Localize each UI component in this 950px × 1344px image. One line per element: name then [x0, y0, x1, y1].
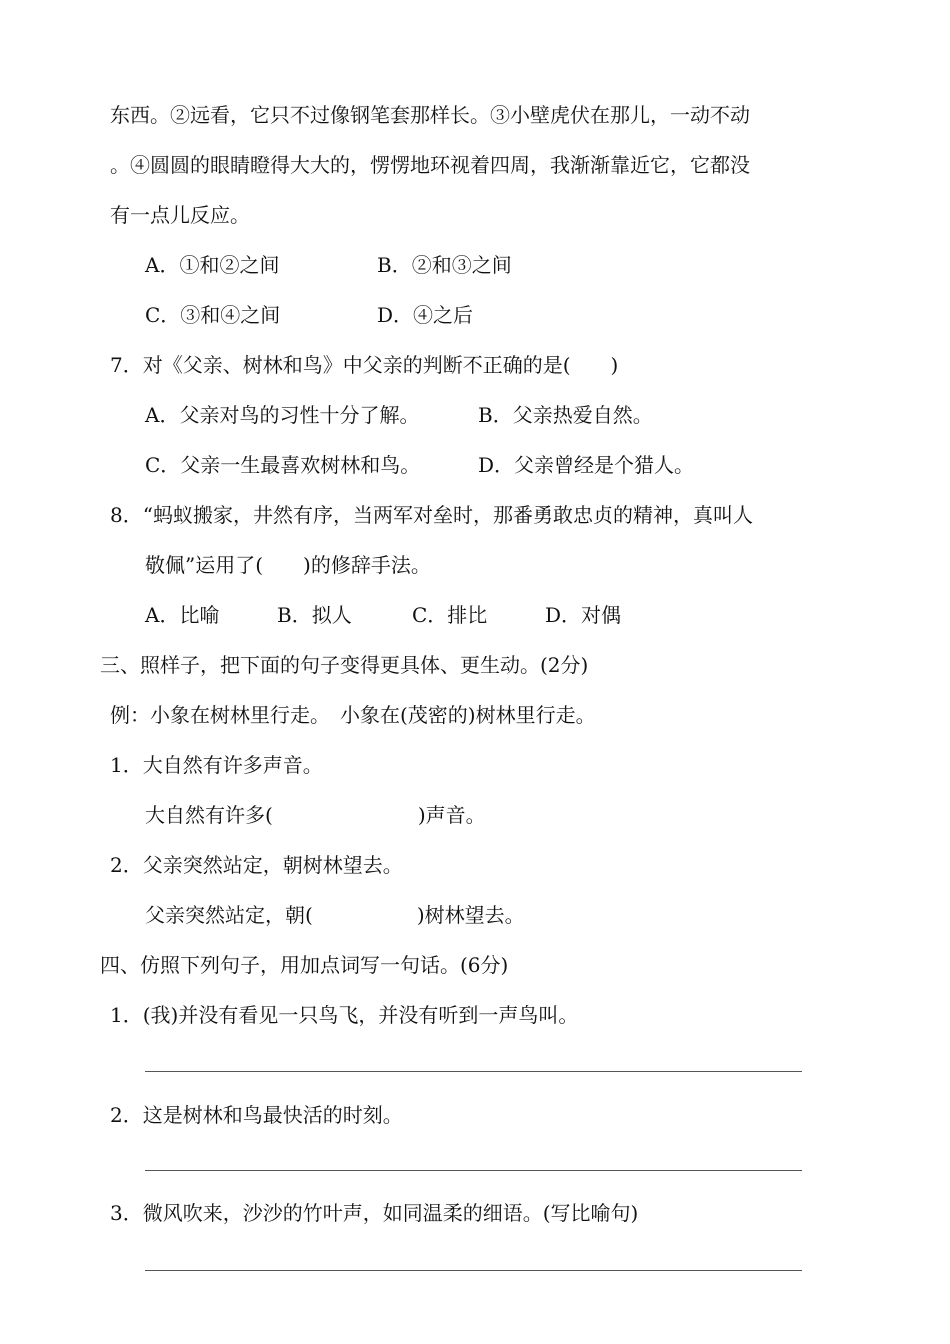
- q6-option-b[interactable]: B．②和③之间: [377, 253, 512, 277]
- section-4-item-3-answer-line[interactable]: [145, 1270, 802, 1271]
- section-3-example: 例：小象在树林里行走。 小象在(茂密的)树林里行走。: [110, 703, 596, 727]
- section-3-item-2-answer-line: [145, 901, 525, 929]
- q6-option-a[interactable]: A．①和②之间: [145, 253, 280, 277]
- q8-stem-line-2: 敬佩”运用了( )的修辞手法。: [145, 553, 431, 577]
- section-4-item-1-answer-line[interactable]: [145, 1071, 802, 1072]
- answer-suffix: )树林望去。: [416, 903, 525, 927]
- q8-option-b[interactable]: B．拟人: [277, 603, 352, 627]
- section-4-item-1: 1．(我)并没有看见一只鸟飞，并没有听到一声鸟叫。: [110, 1003, 579, 1027]
- q8-option-c[interactable]: C．排比: [412, 603, 488, 627]
- q7-option-a[interactable]: A．父亲对鸟的习性十分了解。: [145, 403, 420, 427]
- q7-stem: 7．对《父亲、树林和鸟》中父亲的判断不正确的是( ): [110, 353, 619, 377]
- q6-passage-line-2: 。④圆圆的眼睛瞪得大大的，愣愣地环视着四周，我渐渐靠近它，它都没: [110, 153, 750, 177]
- answer-prefix: 父亲突然站定，朝(: [145, 903, 313, 927]
- section-4-item-2-answer-line[interactable]: [145, 1170, 802, 1171]
- q7-option-d[interactable]: D．父亲曾经是个猎人。: [478, 453, 695, 477]
- q8-option-d[interactable]: D．对偶: [545, 603, 622, 627]
- section-4-item-2: 2．这是树林和鸟最快活的时刻。: [110, 1103, 403, 1127]
- q8-option-a[interactable]: A．比喻: [145, 603, 220, 627]
- q6-option-c[interactable]: C．③和④之间: [145, 303, 281, 327]
- section-3-item-1-answer-line: [145, 801, 486, 829]
- q7-option-b[interactable]: B．父亲热爱自然。: [478, 403, 653, 427]
- answer-prefix: 大自然有许多(: [145, 803, 273, 827]
- section-3-item-2-question: 2．父亲突然站定，朝树林望去。: [110, 853, 403, 877]
- answer-suffix: )声音。: [417, 803, 486, 827]
- section-4-item-3: 3．微风吹来，沙沙的竹叶声，如同温柔的细语。(写比喻句): [110, 1201, 639, 1225]
- q8-stem-line-1: 8．“蚂蚁搬家，井然有序，当两军对垒时，那番勇敢忠贞的精神，真叫人: [110, 503, 753, 527]
- section-3-heading: 三、照样子，把下面的句子变得更具体、更生动。(2分): [100, 653, 589, 677]
- q6-option-d[interactable]: D．④之后: [377, 303, 474, 327]
- q6-passage-line-3: 有一点儿反应。: [110, 203, 250, 227]
- section-3-item-1-question: 1．大自然有许多声音。: [110, 753, 323, 777]
- q7-option-c[interactable]: C．父亲一生最喜欢树林和鸟。: [145, 453, 421, 477]
- section-4-heading: 四、仿照下列句子，用加点词写一句话。(6分): [100, 953, 509, 977]
- q6-passage-line-1: 东西。②远看，它只不过像钢笔套那样长。③小壁虎伏在那儿，一动不动: [110, 103, 750, 127]
